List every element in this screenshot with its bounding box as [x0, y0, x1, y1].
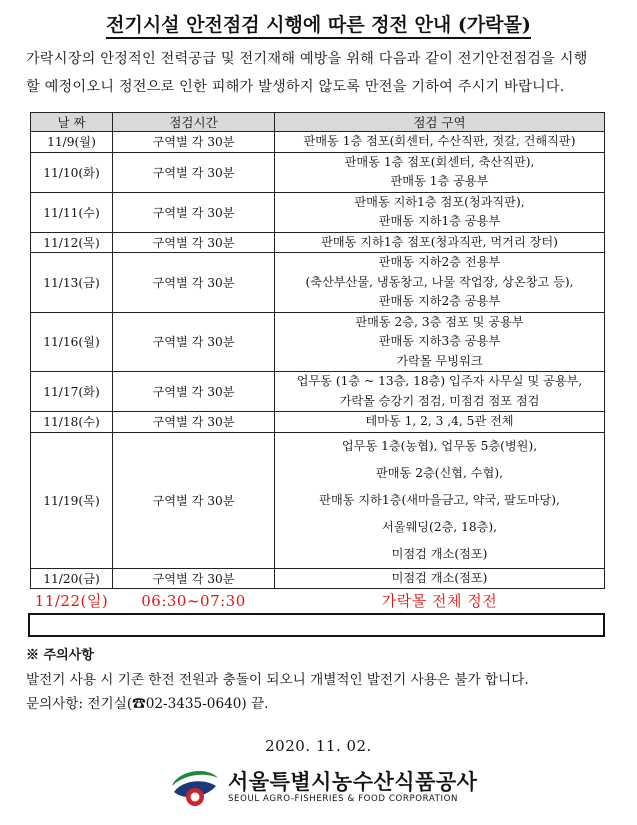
row-time: 구역별 각 30분 [113, 192, 275, 232]
contact-phone: 02-3435-0640 [145, 696, 242, 712]
row-zone [275, 152, 605, 192]
issue-date: 2020. 11. 02. [265, 737, 372, 755]
alert-row [31, 589, 605, 613]
notes-line: 발전기 사용 시 기존 한전 전원과 충돌이 되오니 개별적인 발전기 사용은 불가 합니다. [26, 672, 529, 688]
table-header-row [31, 113, 605, 132]
row-date: 11/11(수) [31, 192, 113, 232]
zone-line: 업무동 (1층 ~ 13층, 18층) 입주자 사무실 및 공용부, [296, 374, 583, 388]
row-zone [275, 232, 605, 253]
row-time: 구역별 각 30분 [113, 232, 275, 253]
zone-line: 판매동 1층 공용부 [390, 174, 489, 188]
zone-line: (축산부산물, 냉동창고, 나물 작업장, 상온창고 등), [305, 274, 574, 289]
notes-heading: ※ 주의사항 [26, 648, 94, 663]
row-time: 구역별 각 30분 [113, 568, 275, 589]
row-time: 구역별 각 30분 [113, 432, 275, 568]
row-zone [275, 312, 605, 372]
row-time: 구역별 각 30분 [113, 372, 275, 412]
row-time: 구역별 각 30분 [113, 152, 275, 192]
table-row [31, 412, 605, 433]
schedule-table [30, 112, 605, 612]
header-time: 점검시간 [113, 113, 275, 132]
row-zone [275, 412, 605, 433]
zone-line: 판매동 1층 점포(회센터, 수산직판, 젓갈, 건해직판) [303, 134, 576, 148]
alert-zone: 가락몰 전체 정전 [381, 592, 498, 610]
row-date: 11/13(금) [31, 253, 113, 313]
row-date: 11/19(목) [31, 432, 113, 568]
intro-line: 할 예정이오니 정전으로 인한 피해가 발생하지 않도록 만전을 기하여 주시기 바랍니다. [26, 79, 565, 95]
row-zone [275, 253, 605, 313]
zone-line: 미점검 개소(점포) [391, 570, 488, 585]
zone-line: 업무동 1층(농협), 업무동 5층(병원), [341, 438, 538, 453]
zone-line: 판매동 지하1층 공용부 [378, 214, 501, 228]
phone-icon: ☎ [132, 696, 146, 712]
logo-emblem-icon [168, 766, 220, 812]
header-date: 날 짜 [31, 113, 113, 132]
zone-line: 가락몰 승강기 점검, 미점검 점포 점검 [339, 393, 540, 408]
row-date: 11/17(화) [31, 372, 113, 412]
intro-line: 가락시장의 안정적인 전력공급 및 전기재해 예방을 위해 다음과 같이 전기안전점검을 시행 [26, 51, 588, 67]
row-time: 구역별 각 30분 [113, 253, 275, 313]
row-date: 11/12(목) [31, 232, 113, 253]
zone-line: 판매동 지하2층 전용부 [378, 255, 501, 269]
notes-section [26, 644, 529, 716]
table-row [31, 232, 605, 253]
row-time: 구역별 각 30분 [113, 412, 275, 433]
zone-line: 판매동 2층(신협, 수협), [376, 465, 503, 480]
contact-line [26, 692, 529, 716]
page-title: 전기시설 안전점검 시행에 따른 정전 안내 (가락몰) [0, 10, 637, 37]
zone-line: 판매동 지하1층 점포(청과직판, 먹거리 장터) [321, 234, 558, 249]
alert-time: 06:30~07:30 [141, 591, 246, 610]
row-time: 구역별 각 30분 [113, 132, 275, 153]
table-row [31, 372, 605, 412]
contact-suffix: ) 끝. [241, 696, 269, 712]
table-row [31, 152, 605, 192]
table-row [31, 192, 605, 232]
zone-line: 판매동 지하3층 공용부 [378, 334, 501, 348]
logo-english: SEOUL AGRO-FISHERIES & FOOD CORPORATION [228, 794, 459, 804]
logo-name: 서울특별시농수산식품공사 [228, 770, 478, 794]
zone-line: 서울웨딩(2층, 18층), [381, 519, 498, 534]
header-zone: 점검 구역 [275, 113, 605, 132]
table-row [31, 253, 605, 313]
row-date: 11/9(월) [31, 132, 113, 153]
row-zone [275, 192, 605, 232]
zone-line: 판매동 1층 점포(회센터, 축산직판), [344, 154, 535, 169]
table-row [31, 432, 605, 568]
zone-line: 판매동 지하2층 공용부 [378, 294, 501, 308]
row-date: 11/10(화) [31, 152, 113, 192]
org-logo [168, 764, 488, 814]
zone-line: 테마동 1, 2, 3 ,4, 5관 전체 [365, 414, 514, 428]
table-row [31, 132, 605, 153]
row-zone [275, 432, 605, 568]
row-date: 11/16(월) [31, 312, 113, 372]
row-zone [275, 372, 605, 412]
alert-date: 11/22(일) [34, 592, 109, 610]
contact-prefix: 문의사항: 전기실( [26, 696, 133, 712]
zone-line: 미점검 개소(점포) [391, 546, 488, 561]
alert-row-border [28, 613, 605, 637]
zone-line: 판매동 2층, 3층 점포 및 공용부 [355, 314, 524, 329]
intro-paragraph [26, 45, 616, 101]
table-row [31, 568, 605, 589]
row-time: 구역별 각 30분 [113, 312, 275, 372]
row-date: 11/18(수) [31, 412, 113, 433]
row-date: 11/20(금) [31, 568, 113, 589]
row-zone [275, 132, 605, 153]
zone-line: 판매동 지하1층 점포(청과직판), [354, 194, 525, 209]
zone-line: 가락몰 무빙워크 [396, 353, 483, 368]
row-zone [275, 568, 605, 589]
table-row [31, 312, 605, 372]
zone-line: 판매동 지하1층(새마을금고, 약국, 팔도마당), [319, 492, 560, 507]
